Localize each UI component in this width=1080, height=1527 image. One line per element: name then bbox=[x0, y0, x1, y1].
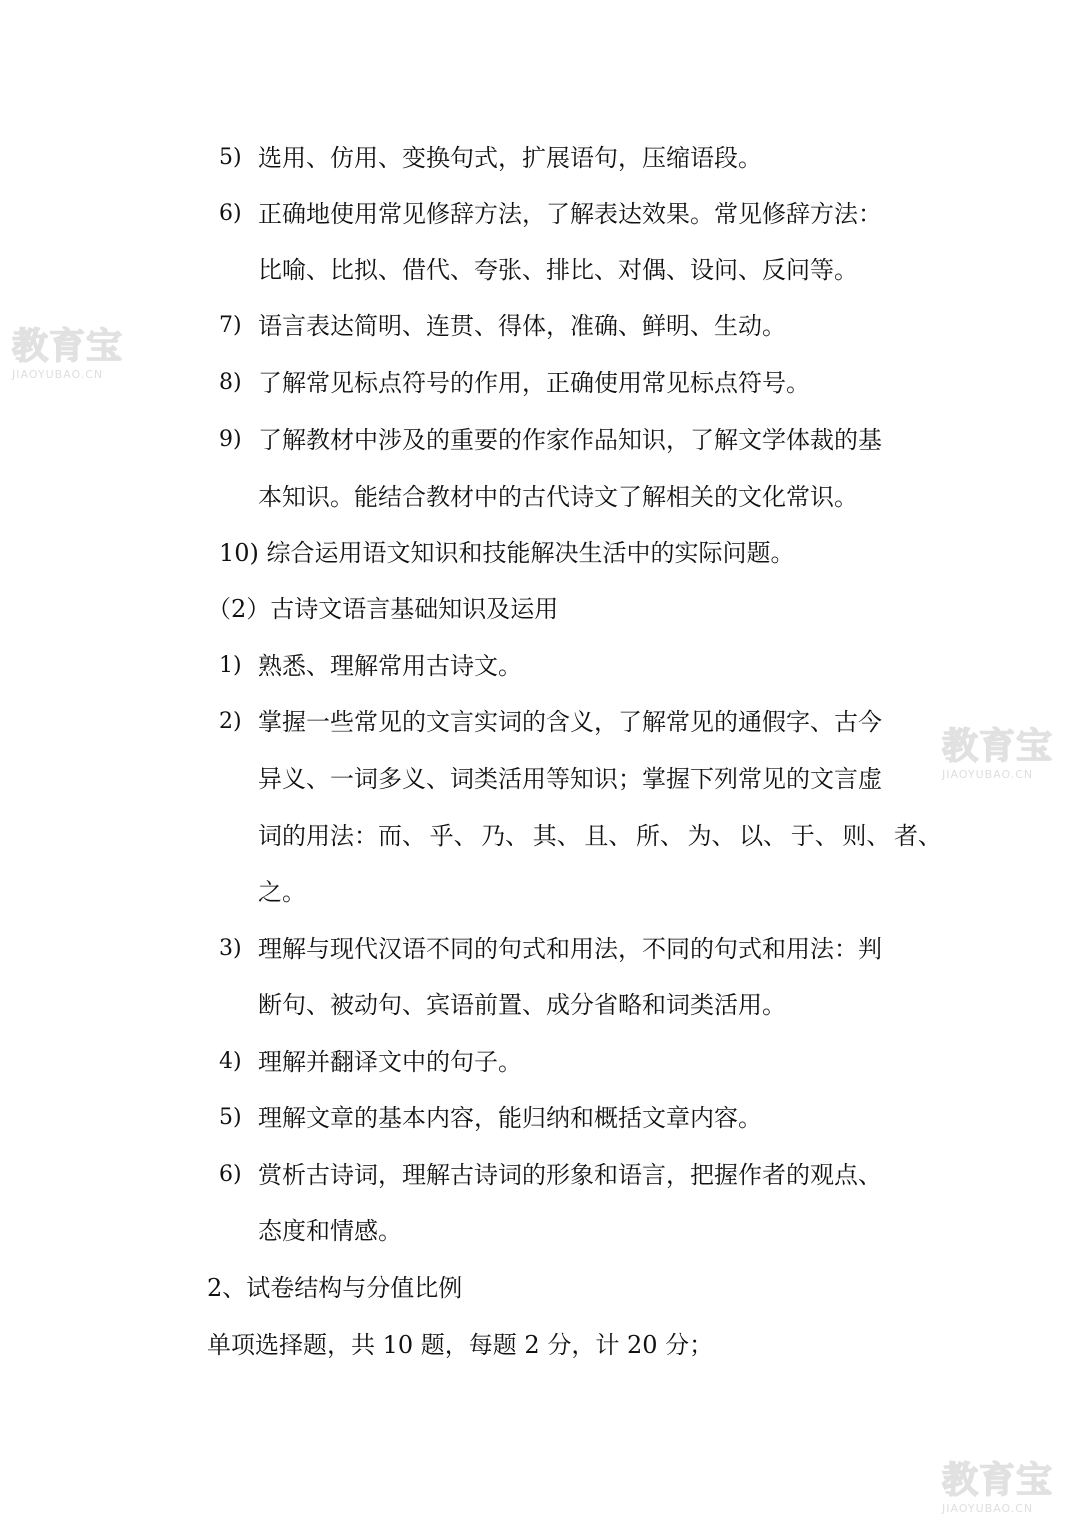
watermark-en: JIAOYUBAO.CN bbox=[942, 768, 1034, 781]
item-number: 1) bbox=[219, 653, 242, 678]
text-part: 于、 bbox=[790, 822, 839, 850]
item-text: 正确地使用常见修辞方法，了解表达效果。常见修辞方法： bbox=[258, 200, 882, 228]
item-text: 选用、仿用、变换句式，扩展语句，压缩语段。 bbox=[258, 144, 762, 172]
item-number: 3) bbox=[219, 936, 242, 961]
item-number: 5) bbox=[219, 1105, 242, 1130]
item-text: 掌握一些常见的文言实词的含义，了解常见的通假字、古今 bbox=[258, 708, 882, 736]
item-number: 5) bbox=[219, 145, 242, 170]
watermark-logo bbox=[942, 726, 1067, 786]
item-number: 2) bbox=[219, 709, 242, 734]
item-text: 断句、被动句、宾语前置、成分省略和词类活用。 bbox=[258, 991, 786, 1019]
item-text: 本知识。能结合教材中的古代诗文了解相关的文化常识。 bbox=[258, 483, 858, 511]
watermark-cn: 教育宝 bbox=[942, 726, 1054, 767]
text-part: 乃、 bbox=[481, 822, 530, 850]
text-part: 其、 bbox=[532, 822, 581, 850]
item-number: 4) bbox=[219, 1049, 242, 1074]
text-part: 为、 bbox=[687, 822, 736, 850]
text-part: 乎、 bbox=[429, 822, 478, 850]
text-part: 则、 bbox=[842, 822, 891, 850]
item-number: 6) bbox=[219, 201, 242, 226]
watermark-cn: 教育宝 bbox=[12, 326, 124, 367]
watermark-en: JIAOYUBAO.CN bbox=[942, 1502, 1034, 1515]
text-part: 以、 bbox=[739, 822, 788, 850]
section-title: 2、试卷结构与分值比例 bbox=[207, 1274, 463, 1302]
item-number: 9) bbox=[219, 427, 242, 452]
text-part: 者、 bbox=[893, 822, 942, 850]
section-title: （2）古诗文语言基础知识及运用 bbox=[207, 595, 559, 623]
text-part: 且、 bbox=[584, 822, 633, 850]
item-number: 7) bbox=[219, 313, 242, 338]
item-text: 理解文章的基本内容，能归纳和概括文章内容。 bbox=[258, 1104, 762, 1132]
text-part: 词的用法：而、 bbox=[258, 822, 426, 850]
item-number: 6) bbox=[219, 1162, 242, 1187]
item-text: 理解并翻译文中的句子。 bbox=[258, 1048, 522, 1076]
watermark-logo bbox=[12, 326, 137, 386]
item-text: 10) 综合运用语文知识和技能解决生活中的实际问题。 bbox=[219, 539, 795, 567]
item-text: 理解与现代汉语不同的句式和用法，不同的句式和用法：判 bbox=[258, 935, 882, 963]
watermark-en: JIAOYUBAO.CN bbox=[12, 368, 104, 381]
paragraph-text: 单项选择题，共 10 题，每题 2 分，计 20 分； bbox=[207, 1331, 714, 1359]
justified-text bbox=[258, 816, 942, 856]
item-number: 8) bbox=[219, 370, 242, 395]
item-text: 比喻、比拟、借代、夸张、排比、对偶、设问、反问等。 bbox=[258, 256, 858, 284]
item-text: 语言表达简明、连贯、得体，准确、鲜明、生动。 bbox=[258, 312, 786, 340]
text-part: 所、 bbox=[635, 822, 684, 850]
item-text: 之。 bbox=[258, 878, 306, 906]
item-text: 了解教材中涉及的重要的作家作品知识，了解文学体裁的基 bbox=[258, 426, 882, 454]
watermark-cn: 教育宝 bbox=[942, 1460, 1054, 1501]
item-text: 态度和情感。 bbox=[258, 1217, 402, 1245]
watermark-logo bbox=[942, 1460, 1067, 1520]
item-text: 了解常见标点符号的作用，正确使用常见标点符号。 bbox=[258, 369, 810, 397]
item-text: 赏析古诗词，理解古诗词的形象和语言，把握作者的观点、 bbox=[258, 1161, 882, 1189]
item-text: 异义、一词多义、词类活用等知识；掌握下列常见的文言虚 bbox=[258, 765, 882, 793]
item-text: 熟悉、理解常用古诗文。 bbox=[258, 652, 522, 680]
